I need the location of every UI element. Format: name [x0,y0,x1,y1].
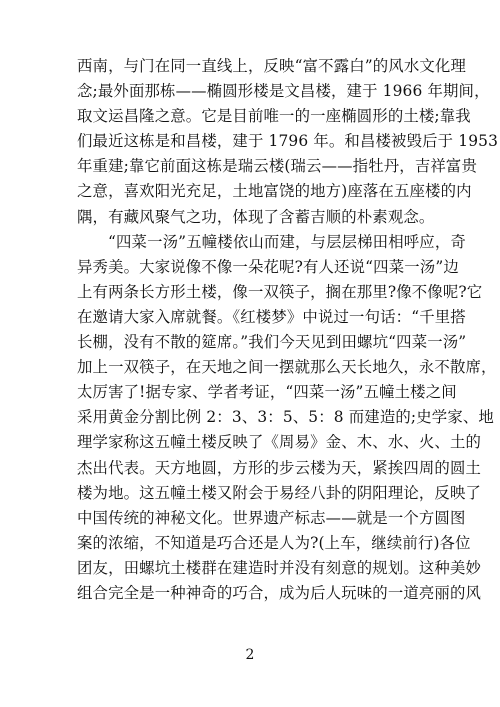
text-line: 年重建;靠它前面这栋是瑞云楼(瑞云——指牡丹，吉祥富贵 [77,157,478,176]
text-line: 隅，有藏风聚气之功，体现了含蓄吉顺的朴素观念。 [77,207,435,226]
text-line: 团友，田螺坑土楼群在建造时并没有刻意的规划。这种美妙 [77,558,482,577]
text-line: 在邀请大家入席就餐。《红楼梦》中说过一句话：“千里搭 [77,307,466,326]
paragraph [77,54,499,230]
text-line: 案的浓缩，不知道是巧合还是人为?(上车，继续前行)各位 [77,533,471,552]
text-line: 念;最外面那栋——椭圆形楼是文昌楼，建于 1966 年期间， [77,82,490,101]
text-line: 异秀美。大家说像不像一朵花呢?有人还说“四菜一汤”边 [77,257,459,276]
text-line: 组合完全是一种神奇的巧合，成为后人玩味的一道亮丽的风 [77,583,482,602]
text-line: “四菜一汤”五幢楼依山而建，与层层梯田相呼应，奇 [108,232,466,251]
text-line: 上有两条长方形土楼，像一双筷子，搁在那里?像不像呢?它 [77,282,483,301]
text-line: 楼为地。这五幢土楼又附会于易经八卦的阴阳理论，反映了 [77,483,482,502]
document-body [77,54,499,606]
text-line: 采用黄金分割比例 2：3、3：5、5：8 而建造的;史学家、地 [77,408,494,427]
text-line: 西南，与门在同一直线上，反映“富不露白”的风水文化理 [77,57,467,75]
text-line: 取文运昌隆之意。它是目前唯一的一座椭圆形的土楼;靠我 [77,107,471,126]
text-line: 们最近这栋是和昌楼，建于 1796 年。和昌楼被毁后于 1953 [77,132,499,151]
text-line: 理学家称这五幢土楼反映了《周易》金、木、水、火、土的 [77,433,482,452]
text-line: 杰出代表。天方地圆，方形的步云楼为天，紧挨四周的圆土 [77,458,482,477]
text-line: 之意，喜欢阳光充足，土地富饶的地方)座落在五座楼的内 [77,182,472,201]
page-number: 2 [245,647,255,663]
paragraph [77,230,497,606]
text-line: 加上一双筷子，在天地之间一摆就那么天长地久，永不散席， [77,358,497,377]
text-line: 中国传统的神秘文化。世界遗产标志——就是一个方圆图 [77,508,466,527]
text-line: 长棚，没有不散的筵席。”我们今天见到田螺坑“四菜一汤” [77,333,467,352]
text-line: 太厉害了!据专家、学者考证，“四菜一汤”五幢土楼之间 [77,383,457,402]
